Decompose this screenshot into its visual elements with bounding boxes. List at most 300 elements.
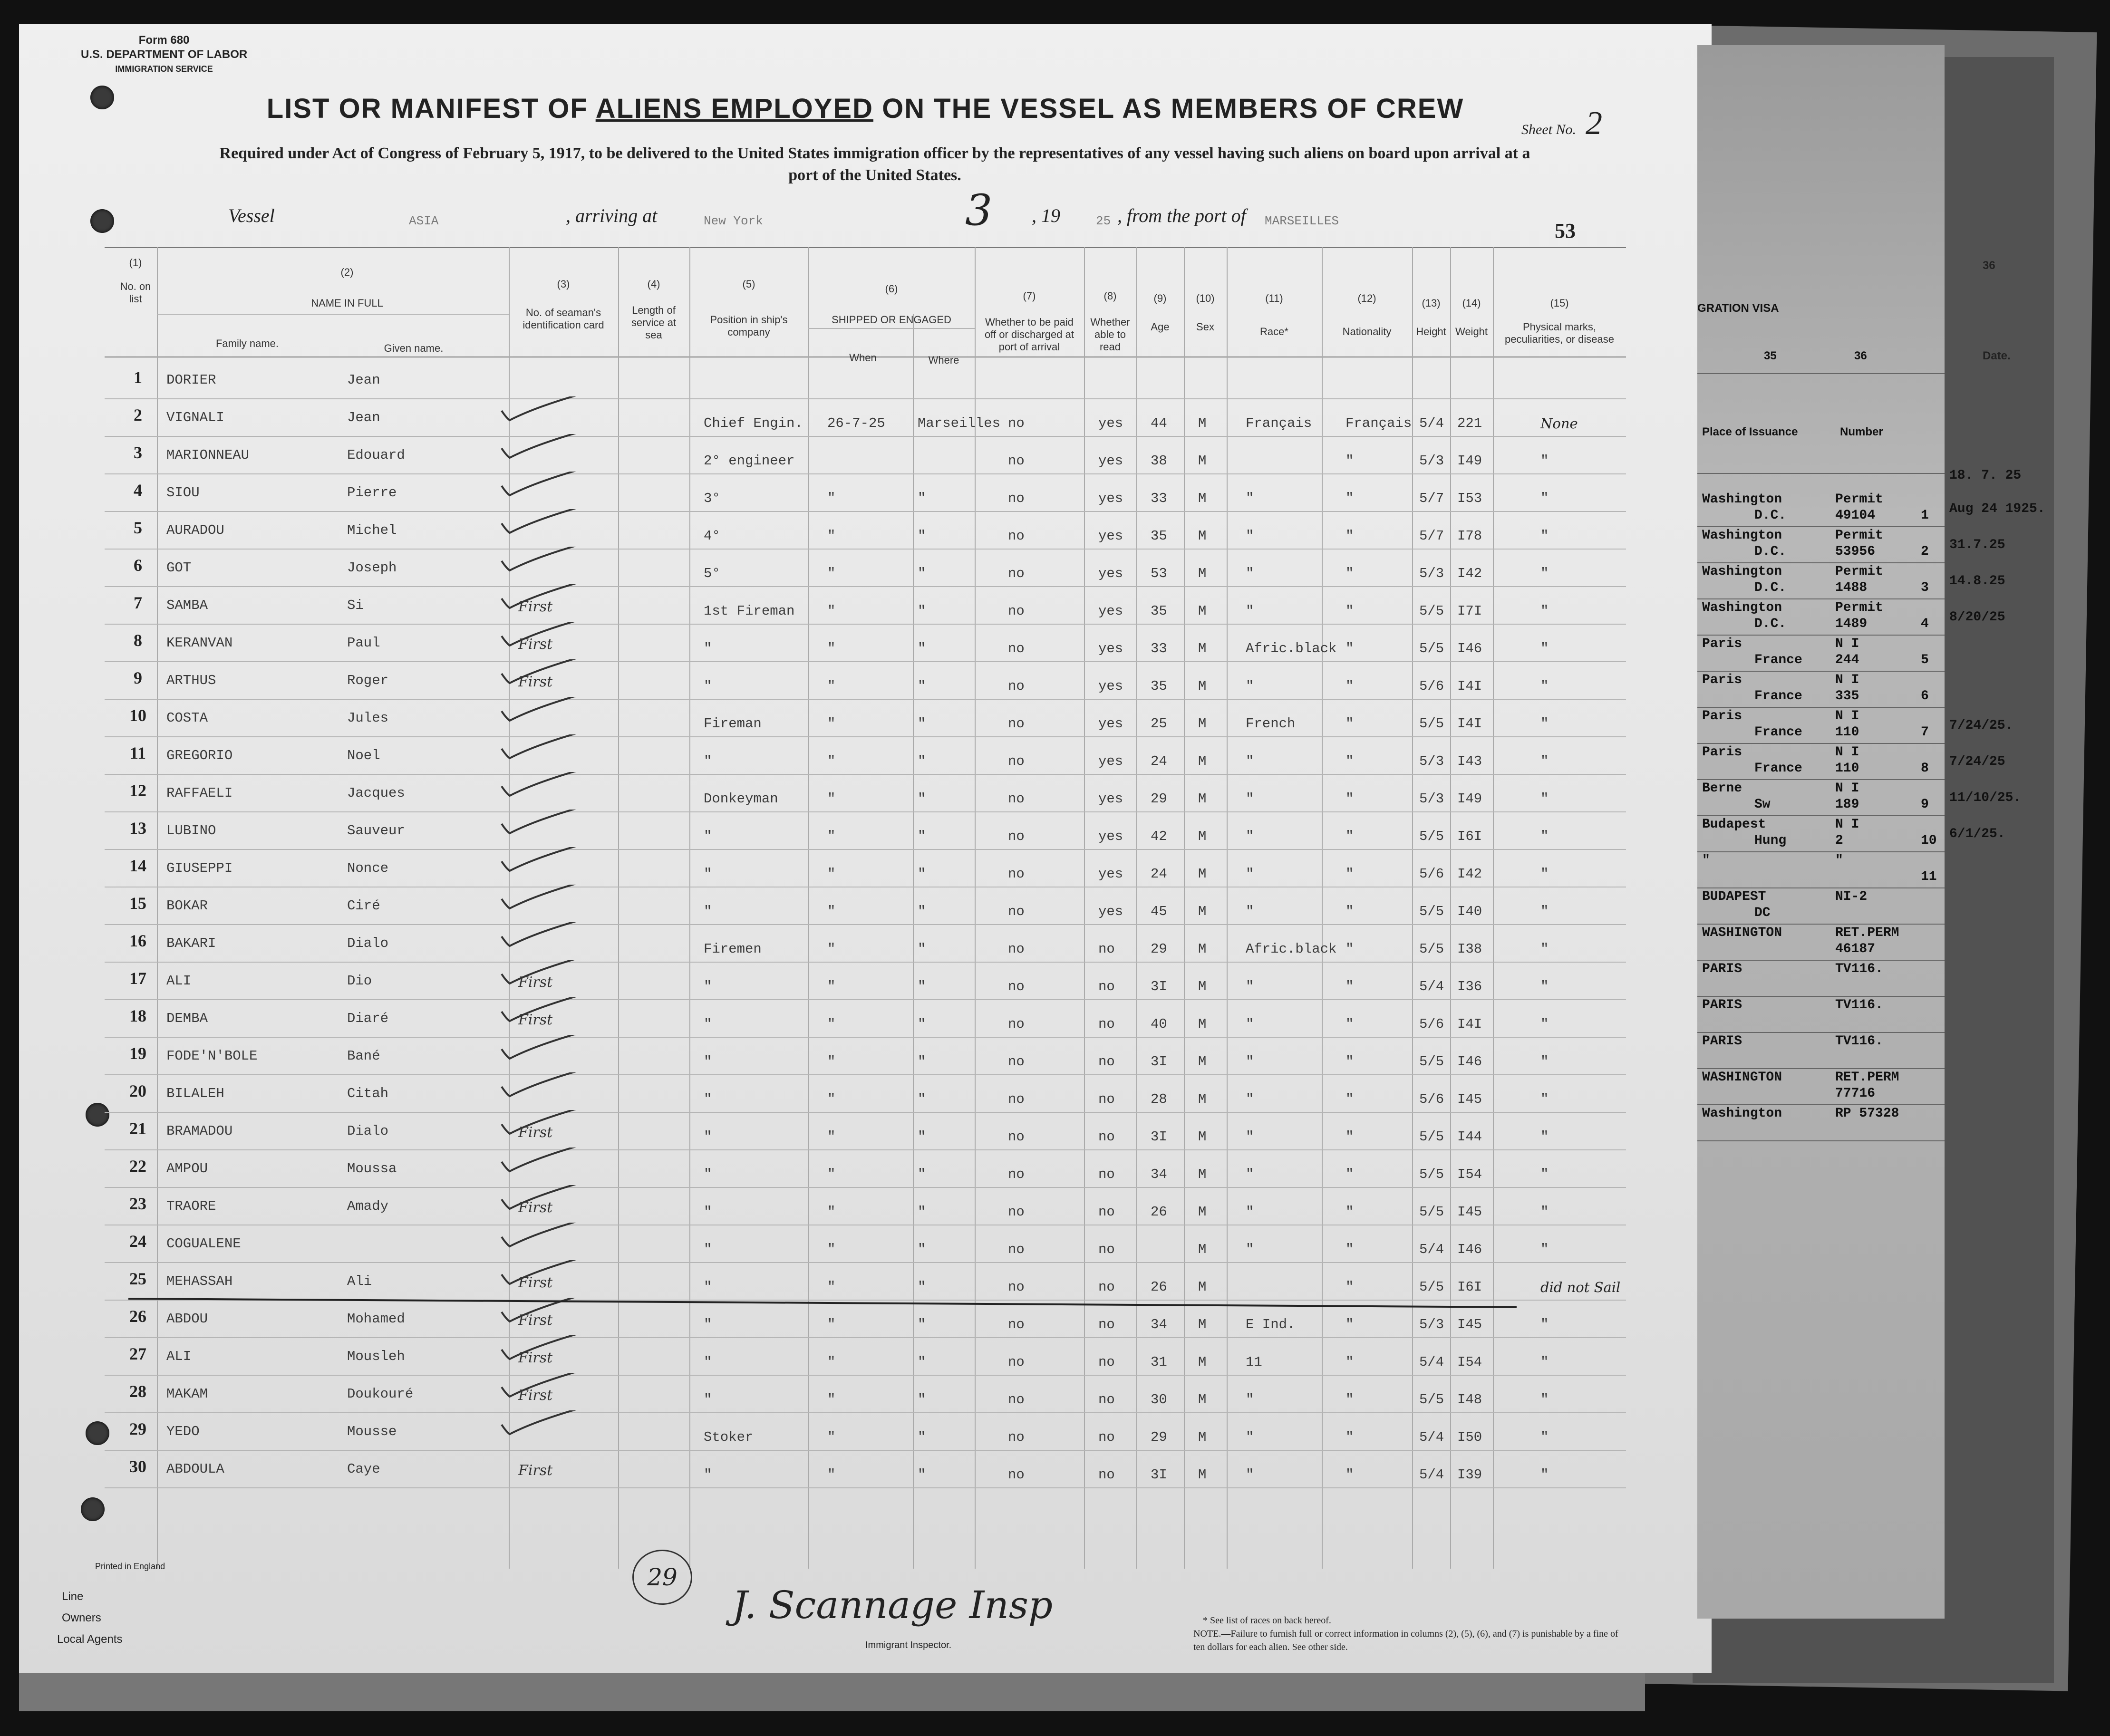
shipped-where: " xyxy=(918,829,926,844)
weight: I6I xyxy=(1457,1279,1482,1295)
age: 28 xyxy=(1151,1091,1167,1107)
visa-index: 5 xyxy=(1921,653,1929,667)
visa-number: 1488 xyxy=(1835,580,1868,595)
given-name: Dialo xyxy=(347,936,389,951)
arriving-port: New York xyxy=(704,214,763,228)
check-mark xyxy=(499,509,594,538)
paid-off: no xyxy=(1008,603,1025,619)
nationality: " xyxy=(1345,753,1354,769)
position: " xyxy=(704,866,712,882)
visa-place-sub: D.C. xyxy=(1754,580,1787,595)
visa-permit: Permit xyxy=(1835,600,1883,615)
check-mark xyxy=(499,472,594,500)
position: " xyxy=(704,641,712,656)
weight: I45 xyxy=(1457,1091,1482,1107)
row-number: 21 xyxy=(129,1119,146,1138)
sex: M xyxy=(1198,415,1207,431)
paid-off: no xyxy=(1008,1054,1025,1070)
height: 5/5 xyxy=(1419,829,1444,844)
nationality: " xyxy=(1345,1354,1354,1370)
visa-number: 2 xyxy=(1835,833,1843,848)
family-name: MEHASSAH xyxy=(166,1273,233,1289)
given-name: Amady xyxy=(347,1198,389,1214)
sex: M xyxy=(1198,1016,1207,1032)
sex: M xyxy=(1198,678,1207,694)
visa-date: 7/24/25. xyxy=(1949,718,2013,733)
age: 29 xyxy=(1151,941,1167,957)
nationality: " xyxy=(1345,566,1354,581)
visa-permit: Permit xyxy=(1835,564,1883,579)
family-name: ARTHUS xyxy=(166,673,216,688)
nationality: " xyxy=(1345,1167,1354,1182)
visa-place-sub: DC xyxy=(1754,906,1771,920)
age: 35 xyxy=(1151,603,1167,619)
shipped-where: " xyxy=(918,678,926,694)
age: 45 xyxy=(1151,904,1167,919)
weight: I53 xyxy=(1457,491,1482,506)
nationality: " xyxy=(1345,716,1354,732)
nationality: " xyxy=(1345,1091,1354,1107)
row-number: 13 xyxy=(129,819,146,838)
row-rule xyxy=(105,1187,1626,1188)
height: 5/5 xyxy=(1419,1167,1444,1182)
overlay-rule xyxy=(1697,373,1945,374)
visa-permit: N I xyxy=(1835,745,1859,760)
able-to-read: no xyxy=(1098,1054,1115,1070)
weight: I4I xyxy=(1457,716,1482,732)
family-name: RAFFAELI xyxy=(166,785,233,801)
shipped-where: " xyxy=(918,528,926,544)
card-number: First xyxy=(518,1199,553,1216)
paid-off: no xyxy=(1008,1354,1025,1370)
shipped-where: " xyxy=(918,1467,926,1483)
shipped-when: " xyxy=(827,716,836,732)
given-name: Michel xyxy=(347,522,397,538)
check-mark xyxy=(499,396,594,425)
paid-off: no xyxy=(1008,491,1025,506)
header-col11: Race* xyxy=(1260,326,1288,338)
height: 5/6 xyxy=(1419,866,1444,882)
paid-off: no xyxy=(1008,415,1025,431)
column-rule xyxy=(808,247,809,1569)
visa-permit: N I xyxy=(1835,817,1859,832)
height: 5/4 xyxy=(1419,1354,1444,1370)
paid-off: no xyxy=(1008,791,1025,807)
sex: M xyxy=(1198,1354,1207,1370)
shipped-when: " xyxy=(827,678,836,694)
given-name: Diaré xyxy=(347,1011,389,1026)
overlay-row-rule xyxy=(1697,851,1945,852)
race: " xyxy=(1246,753,1254,769)
physical-marks: " xyxy=(1540,603,1549,619)
form-number: Form 680 xyxy=(138,34,190,47)
visa-place: Washington xyxy=(1702,492,1782,507)
shipped-when: " xyxy=(827,791,836,807)
overlay-col-36-head: 36 xyxy=(1854,349,1867,362)
check-mark xyxy=(499,810,594,838)
visa-permit: NI-2 xyxy=(1835,889,1868,904)
able-to-read: yes xyxy=(1098,641,1123,656)
sex: M xyxy=(1198,791,1207,807)
header-col6: SHIPPED OR ENGAGED xyxy=(832,314,951,326)
position: 2° engineer xyxy=(704,453,795,469)
shipped-where: " xyxy=(918,866,926,882)
row-number: 16 xyxy=(129,931,146,950)
row-rule xyxy=(105,962,1626,963)
shipped-when: " xyxy=(827,1167,836,1182)
height: 5/6 xyxy=(1419,1091,1444,1107)
height: 5/5 xyxy=(1419,1204,1444,1220)
shipped-where: " xyxy=(918,1242,926,1257)
position: " xyxy=(704,1129,712,1145)
physical-marks: " xyxy=(1540,1317,1549,1332)
shipped-when: " xyxy=(827,829,836,844)
shipped-when: " xyxy=(827,1054,836,1070)
family-name: BRAMADOU xyxy=(166,1123,233,1139)
visa-permit: N I xyxy=(1835,709,1859,723)
form-service: IMMIGRATION SERVICE xyxy=(115,64,213,74)
column-rule xyxy=(1322,247,1323,1569)
card-number: First xyxy=(518,1312,553,1329)
family-name: ALI xyxy=(166,1349,192,1364)
overlay-place-label: Place of Issuance xyxy=(1702,425,1798,438)
given-name: Edouard xyxy=(347,447,405,463)
family-name: AMPOU xyxy=(166,1161,208,1177)
arrival-year: 25 xyxy=(1096,214,1111,228)
check-mark xyxy=(499,1072,594,1101)
row-number: 19 xyxy=(129,1044,146,1063)
sex: M xyxy=(1198,716,1207,732)
visa-index: 4 xyxy=(1921,617,1929,631)
card-number: First xyxy=(518,1012,553,1028)
able-to-read: yes xyxy=(1098,491,1123,506)
nationality: " xyxy=(1345,1129,1354,1145)
row-number: 5 xyxy=(134,518,142,537)
sex: M xyxy=(1198,1392,1207,1408)
age: 24 xyxy=(1151,866,1167,882)
paid-off: no xyxy=(1008,1279,1025,1295)
able-to-read: yes xyxy=(1098,904,1123,919)
row-rule xyxy=(105,624,1626,625)
visa-date: 31.7.25 xyxy=(1949,538,2005,552)
shipped-when: " xyxy=(827,1204,836,1220)
shipped-where: " xyxy=(918,1129,926,1145)
date-label: Date. xyxy=(1983,349,2011,362)
shipped-when: " xyxy=(827,753,836,769)
visa-place-sub: France xyxy=(1754,761,1802,776)
overlay-header-visa: GRATION VISA xyxy=(1697,302,1779,315)
race: " xyxy=(1246,491,1254,506)
row-rule xyxy=(105,398,1626,399)
physical-marks: " xyxy=(1540,1354,1549,1370)
row-number: 6 xyxy=(134,556,142,575)
physical-marks: " xyxy=(1540,678,1549,694)
visa-date: 8/20/25 xyxy=(1949,610,2005,625)
visa-place: " xyxy=(1702,853,1710,868)
header-col1-num: (1) xyxy=(129,257,142,269)
age: 3I xyxy=(1151,979,1167,994)
age: 35 xyxy=(1151,528,1167,544)
row-number: 30 xyxy=(129,1457,146,1476)
weight: I42 xyxy=(1457,866,1482,882)
row-rule xyxy=(105,1037,1626,1038)
nationality: " xyxy=(1345,453,1354,469)
visa-place: Berne xyxy=(1702,781,1742,796)
family-name: DEMBA xyxy=(166,1011,208,1026)
arrival-day: 3 xyxy=(965,185,993,235)
header-col2: NAME IN FULL xyxy=(311,297,383,309)
visa-index: 2 xyxy=(1921,544,1929,559)
family-name: KERANVAN xyxy=(166,635,233,651)
header-col3: No. of seaman's identification card xyxy=(523,307,604,331)
physical-marks: " xyxy=(1540,1016,1549,1032)
height: 5/7 xyxy=(1419,528,1444,544)
row-rule xyxy=(105,549,1626,550)
column-rule xyxy=(913,314,914,1569)
shipped-when: " xyxy=(827,1279,836,1295)
height: 5/5 xyxy=(1419,716,1444,732)
row-number: 28 xyxy=(129,1382,146,1401)
race: " xyxy=(1246,528,1254,544)
age: 29 xyxy=(1151,1429,1167,1445)
visa-index: 10 xyxy=(1921,833,1937,848)
height: 5/3 xyxy=(1419,566,1444,581)
row-rule xyxy=(105,849,1626,850)
shipped-where: " xyxy=(918,491,926,506)
physical-marks: " xyxy=(1540,1167,1549,1182)
row-number: 27 xyxy=(129,1344,146,1363)
overlay-number-label: Number xyxy=(1840,425,1883,438)
physical-marks: " xyxy=(1540,941,1549,957)
visa-number: 53956 xyxy=(1835,544,1876,559)
visa-date: 11/10/25. xyxy=(1949,791,2022,805)
height: 5/5 xyxy=(1419,941,1444,957)
age: 44 xyxy=(1151,415,1167,431)
family-name: YEDO xyxy=(166,1424,200,1439)
position: Chief Engin. xyxy=(704,415,803,431)
shipped-when: " xyxy=(827,566,836,581)
visa-permit: TV116. xyxy=(1835,962,1883,976)
row-number: 9 xyxy=(134,668,142,687)
weight: I43 xyxy=(1457,753,1482,769)
race: Français xyxy=(1246,415,1312,431)
nationality: " xyxy=(1345,678,1354,694)
date-col-36: 36 xyxy=(1983,259,1995,272)
header-col8: Whether able to read xyxy=(1090,316,1130,353)
position: " xyxy=(704,678,712,694)
sex: M xyxy=(1198,1467,1207,1483)
header-col15-num: (15) xyxy=(1550,297,1569,309)
race: " xyxy=(1246,1392,1254,1408)
visa-index: 8 xyxy=(1921,761,1929,776)
sex: M xyxy=(1198,491,1207,506)
physical-marks: " xyxy=(1540,1467,1549,1483)
nationality: " xyxy=(1345,791,1354,807)
column-rule xyxy=(618,247,619,1569)
overlay-row-rule xyxy=(1697,996,1945,997)
paid-off: no xyxy=(1008,829,1025,844)
shipped-when: " xyxy=(827,528,836,544)
family-name: TRAORE xyxy=(166,1198,216,1214)
nationality: " xyxy=(1345,1467,1354,1483)
nationality: " xyxy=(1345,1429,1354,1445)
row-rule xyxy=(105,1375,1626,1376)
paid-off: no xyxy=(1008,453,1025,469)
card-number: First xyxy=(518,1274,553,1291)
height: 5/5 xyxy=(1419,1129,1444,1145)
position: 3° xyxy=(704,491,720,506)
header-col9-num: (9) xyxy=(1153,292,1167,304)
nationality: " xyxy=(1345,1317,1354,1332)
visa-place-sub: D.C. xyxy=(1754,617,1787,631)
family-name: GIUSEPPI xyxy=(166,860,233,876)
physical-marks: " xyxy=(1540,641,1549,656)
paid-off: no xyxy=(1008,528,1025,544)
check-mark xyxy=(499,922,594,951)
nationality: " xyxy=(1345,941,1354,957)
able-to-read: no xyxy=(1098,979,1115,994)
shipped-when: " xyxy=(827,1429,836,1445)
check-mark xyxy=(499,1410,594,1439)
race: " xyxy=(1246,1467,1254,1483)
paid-off: no xyxy=(1008,1204,1025,1220)
visa-place-sub: France xyxy=(1754,653,1802,667)
race: " xyxy=(1246,1167,1254,1182)
visa-index: 9 xyxy=(1921,797,1929,812)
row-rule xyxy=(105,1149,1626,1150)
able-to-read: no xyxy=(1098,1467,1115,1483)
race: Afric.black xyxy=(1246,641,1337,656)
nationality: " xyxy=(1345,866,1354,882)
shipped-when: " xyxy=(827,491,836,506)
position: " xyxy=(704,1054,712,1070)
given-name: Mohamed xyxy=(347,1311,405,1327)
shipped-when: " xyxy=(827,1091,836,1107)
paid-off: no xyxy=(1008,866,1025,882)
column-rule xyxy=(1227,247,1228,1569)
visa-place-sub: France xyxy=(1754,725,1802,740)
height: 5/5 xyxy=(1419,1279,1444,1295)
shipped-where: " xyxy=(918,1429,926,1445)
overlay-row-rule xyxy=(1697,562,1945,563)
owners-label: Owners xyxy=(62,1611,101,1624)
sex: M xyxy=(1198,753,1207,769)
family-name: FODE'N'BOLE xyxy=(166,1048,258,1064)
punch-hole xyxy=(86,1421,109,1445)
row-number: 29 xyxy=(129,1419,146,1438)
shipped-when: " xyxy=(827,1467,836,1483)
sex: M xyxy=(1198,566,1207,581)
header-family-name: Family name. xyxy=(215,338,279,349)
line-label: Line xyxy=(62,1590,84,1603)
paid-off: no xyxy=(1008,1242,1025,1257)
header-when: When xyxy=(849,352,877,364)
physical-marks: " xyxy=(1540,566,1549,581)
row-rule xyxy=(105,1487,1626,1488)
card-number: First xyxy=(518,1387,553,1404)
paid-off: no xyxy=(1008,1091,1025,1107)
visa-number: 110 xyxy=(1835,725,1859,740)
height: 5/5 xyxy=(1419,641,1444,656)
race: Afric.black xyxy=(1246,941,1337,957)
able-to-read: yes xyxy=(1098,791,1123,807)
physical-marks: " xyxy=(1540,1129,1549,1145)
sex: M xyxy=(1198,866,1207,882)
from-port: MARSEILLES xyxy=(1265,214,1339,228)
position: " xyxy=(704,753,712,769)
row-number: 2 xyxy=(134,405,142,424)
shipped-where: " xyxy=(918,1167,926,1182)
race: " xyxy=(1246,829,1254,844)
weight: I6I xyxy=(1457,829,1482,844)
shipped-where: " xyxy=(918,904,926,919)
position: " xyxy=(704,979,712,994)
visa-permit: N I xyxy=(1835,673,1859,687)
header-col12: Nationality xyxy=(1342,326,1392,338)
race: " xyxy=(1246,1129,1254,1145)
physical-marks: did not Sail xyxy=(1540,1279,1621,1295)
visa-place: Budapest xyxy=(1702,817,1766,832)
shipped-where: " xyxy=(918,1354,926,1370)
page-subtitle: Required under Act of Congress of February 5, 1917, to be delivered to the United States immigration officer by the representatives of any vessel having such aliens on board upon arrival at a port of the United States. xyxy=(219,145,1530,184)
age: 24 xyxy=(1151,753,1167,769)
visa-place: Paris xyxy=(1702,673,1742,687)
row-number: 11 xyxy=(129,743,146,762)
physical-marks: " xyxy=(1540,1091,1549,1107)
row-number: 24 xyxy=(129,1232,146,1251)
physical-marks: " xyxy=(1540,1429,1549,1445)
check-mark xyxy=(499,1035,594,1063)
physical-marks: " xyxy=(1540,491,1549,506)
physical-marks: " xyxy=(1540,453,1549,469)
overlay-row-rule xyxy=(1697,887,1945,888)
printed-note: Printed in England xyxy=(95,1562,165,1571)
header-col2-num: (2) xyxy=(340,266,354,278)
visa-permit: N I xyxy=(1835,637,1859,651)
shipped-where: " xyxy=(918,1279,926,1295)
sex: M xyxy=(1198,941,1207,957)
row-number: 8 xyxy=(134,631,142,650)
weight: I42 xyxy=(1457,566,1482,581)
overlay-col-35-head: 35 xyxy=(1764,349,1777,362)
overlay-row-rule xyxy=(1697,960,1945,961)
given-name: Jean xyxy=(347,410,380,425)
visa-date: 6/1/25. xyxy=(1949,827,2005,841)
able-to-read: no xyxy=(1098,1167,1115,1182)
check-mark xyxy=(499,434,594,463)
race: " xyxy=(1246,1204,1254,1220)
header-col7: Whether to be paid off or discharged at port of arrival xyxy=(985,316,1074,353)
shipped-when: " xyxy=(827,641,836,656)
race: French xyxy=(1246,716,1296,732)
header-given-name: Given name. xyxy=(384,342,444,354)
sex: M xyxy=(1198,603,1207,619)
family-name: AURADOU xyxy=(166,522,224,538)
header-col13: Height xyxy=(1416,326,1446,338)
header-col9: Age xyxy=(1151,321,1170,333)
row-number: 17 xyxy=(129,969,146,988)
shipped-where: " xyxy=(918,1016,926,1032)
visa-number: 189 xyxy=(1835,797,1859,812)
header-col5: Position in ship's company xyxy=(710,314,788,338)
arriving-label: , arriving at xyxy=(566,205,658,226)
height: 5/4 xyxy=(1419,979,1444,994)
race: " xyxy=(1246,1429,1254,1445)
sex: M xyxy=(1198,1242,1207,1257)
age: 34 xyxy=(1151,1167,1167,1182)
check-mark xyxy=(499,547,594,575)
visa-permit: RP 57328 xyxy=(1835,1106,1899,1121)
